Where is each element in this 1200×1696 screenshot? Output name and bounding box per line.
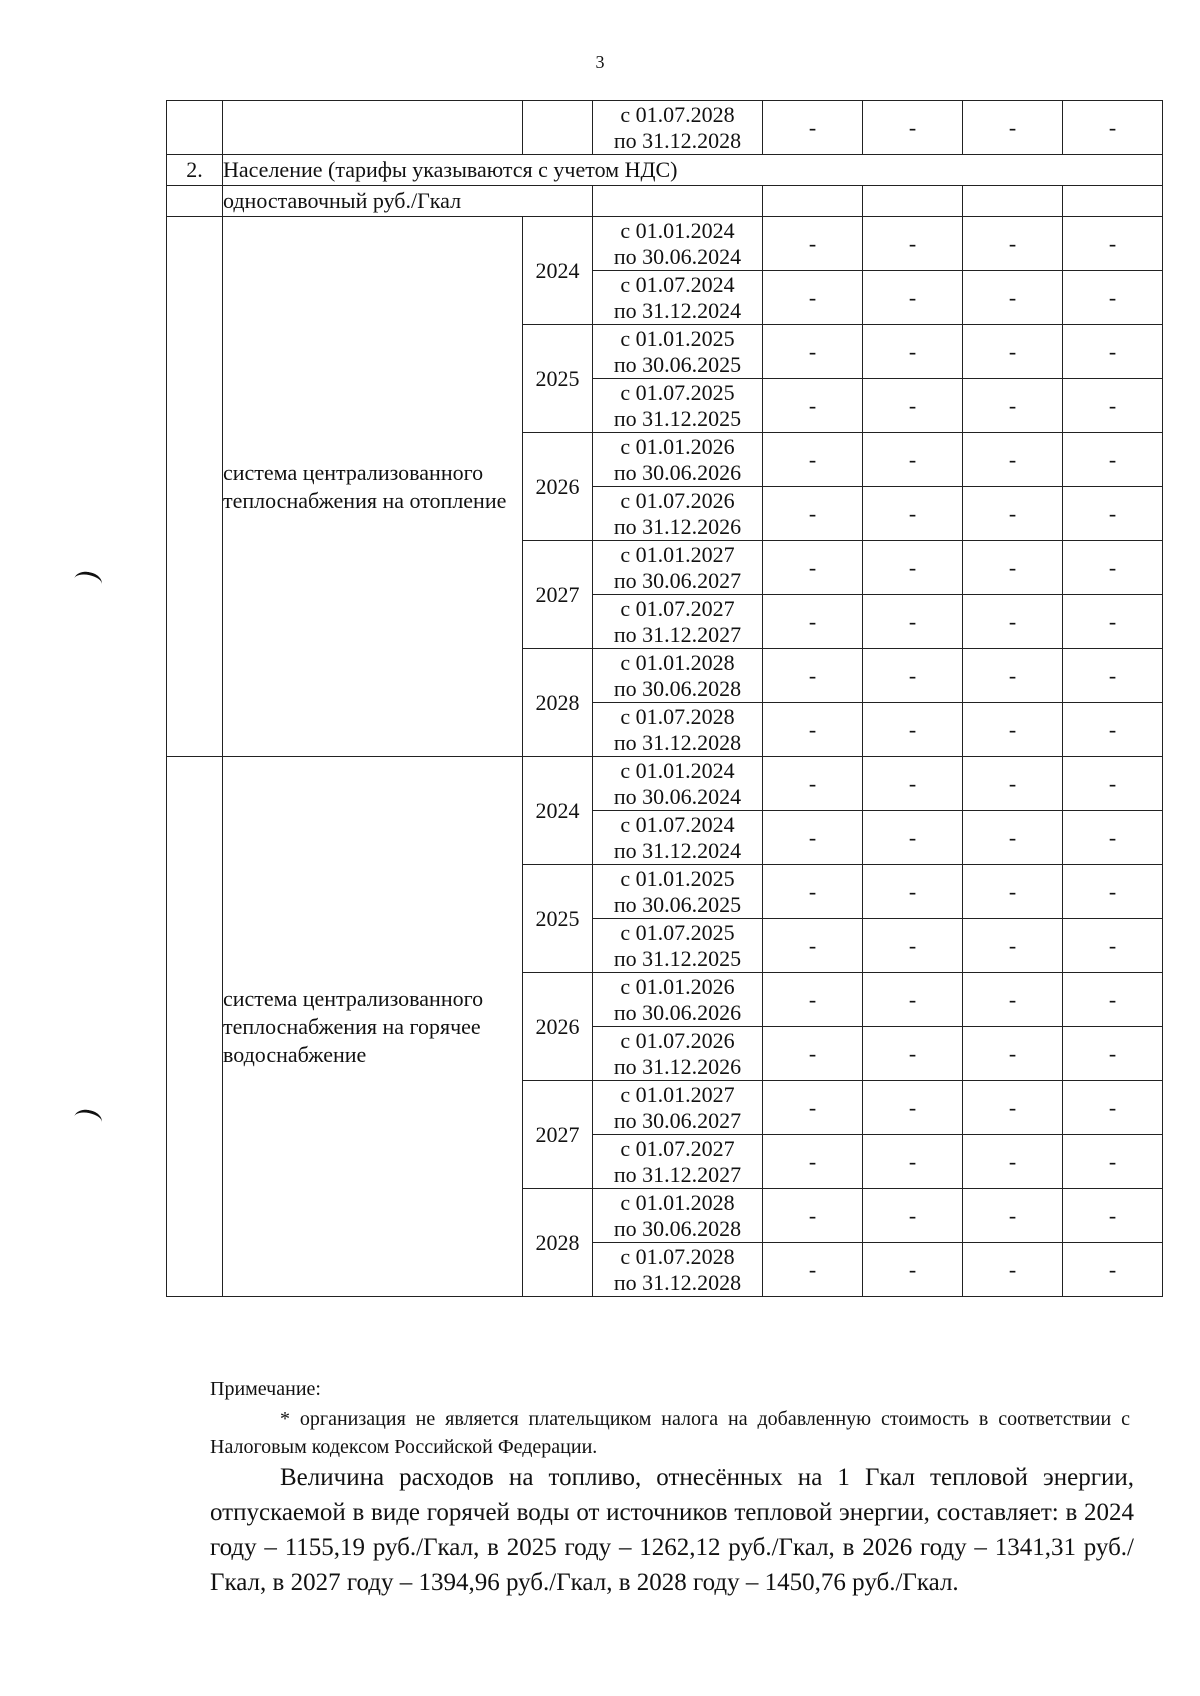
value-cell: - bbox=[863, 487, 963, 541]
value-cell: - bbox=[1063, 1243, 1163, 1297]
value-cell: - bbox=[763, 811, 863, 865]
value-cell: - bbox=[1063, 1081, 1163, 1135]
punch-hole-mark bbox=[72, 1107, 103, 1131]
value-cell: - bbox=[963, 217, 1063, 271]
period-cell bbox=[593, 271, 763, 325]
page-number: 3 bbox=[595, 52, 605, 72]
section-number: 2. bbox=[167, 155, 223, 186]
period-cell bbox=[593, 865, 763, 919]
period-cell bbox=[593, 757, 763, 811]
note-text: * организация не является плательщиком налога на добавленную стоимость в соответствии с Налоговым кодексом Российской Федерации. bbox=[210, 1408, 1130, 1458]
period-cell bbox=[593, 1243, 763, 1297]
value-cell: - bbox=[863, 973, 963, 1027]
value-cell: - bbox=[1063, 919, 1163, 973]
period-from: с 01.07.2024 bbox=[620, 811, 735, 837]
value-cell: - bbox=[963, 757, 1063, 811]
table-row bbox=[167, 757, 1163, 811]
period-from: с 01.07.2028 bbox=[620, 703, 735, 729]
value-cell: - bbox=[763, 433, 863, 487]
value-cell: - bbox=[963, 325, 1063, 379]
note-heading: Примечание: bbox=[210, 1378, 321, 1400]
value-cell: - bbox=[863, 1243, 963, 1297]
tariff-table bbox=[166, 100, 1163, 1297]
tariff-type-row bbox=[167, 186, 1163, 217]
period-from: с 01.07.2025 bbox=[620, 919, 735, 945]
year-cell: 2028 bbox=[523, 649, 593, 757]
value-cell: - bbox=[863, 865, 963, 919]
year-cell: 2028 bbox=[523, 1189, 593, 1297]
value-cell: - bbox=[863, 1135, 963, 1189]
value-cell: - bbox=[963, 1135, 1063, 1189]
value-cell: - bbox=[763, 703, 863, 757]
row-number-cell bbox=[167, 757, 223, 1297]
value-cell: - bbox=[1063, 865, 1163, 919]
period-cell bbox=[593, 325, 763, 379]
period-to: по 31.12.2027 bbox=[613, 1161, 742, 1187]
period-cell bbox=[593, 595, 763, 649]
period-cell bbox=[593, 487, 763, 541]
period-from: с 01.01.2024 bbox=[620, 757, 735, 783]
value-cell: - bbox=[763, 865, 863, 919]
period-to: по 30.06.2027 bbox=[613, 567, 742, 593]
value-cell: - bbox=[863, 101, 963, 155]
period-to: по 30.06.2025 bbox=[613, 351, 742, 377]
period-cell bbox=[593, 1081, 763, 1135]
value-cell: - bbox=[963, 101, 1063, 155]
year-cell: 2027 bbox=[523, 1081, 593, 1189]
period-to: по 30.06.2027 bbox=[613, 1107, 742, 1133]
value-cell: - bbox=[763, 541, 863, 595]
period-to: по 31.12.2028 bbox=[613, 1269, 742, 1295]
year-cell: 2025 bbox=[523, 325, 593, 433]
value-cell: - bbox=[863, 757, 963, 811]
value-cell: - bbox=[1063, 649, 1163, 703]
value-cell: - bbox=[1063, 271, 1163, 325]
value-cell: - bbox=[763, 101, 863, 155]
value-cell: - bbox=[763, 1081, 863, 1135]
period-from: с 01.01.2026 bbox=[620, 973, 735, 999]
value-cell: - bbox=[963, 919, 1063, 973]
value-cell: - bbox=[963, 1243, 1063, 1297]
period-to: по 31.12.2024 bbox=[613, 297, 742, 323]
period-to: по 30.06.2025 bbox=[613, 891, 742, 917]
value-cell: - bbox=[1063, 433, 1163, 487]
period-cell bbox=[593, 217, 763, 271]
period-from: с 01.07.2026 bbox=[620, 487, 735, 513]
value-cell: - bbox=[1063, 541, 1163, 595]
value-cell: - bbox=[763, 595, 863, 649]
period-from: с 01.07.2024 bbox=[620, 271, 735, 297]
value-cell: - bbox=[1063, 703, 1163, 757]
period-cell bbox=[593, 433, 763, 487]
value-cell: - bbox=[1063, 101, 1163, 155]
value-cell: - bbox=[963, 973, 1063, 1027]
period-cell bbox=[593, 919, 763, 973]
value-cell: - bbox=[763, 217, 863, 271]
year-cell: 2025 bbox=[523, 865, 593, 973]
row-number-cell bbox=[167, 101, 223, 155]
year-cell: 2026 bbox=[523, 973, 593, 1081]
period-from: с 01.01.2028 bbox=[620, 1189, 735, 1215]
value-cell: - bbox=[963, 811, 1063, 865]
value-cell: - bbox=[963, 433, 1063, 487]
value-cell: - bbox=[763, 1243, 863, 1297]
value-cell: - bbox=[863, 811, 963, 865]
period-from: с 01.07.2026 bbox=[620, 1027, 735, 1053]
value-cell bbox=[763, 186, 863, 217]
period-to: по 31.12.2027 bbox=[613, 621, 742, 647]
period-cell bbox=[593, 1189, 763, 1243]
period-cell bbox=[593, 703, 763, 757]
value-cell: - bbox=[1063, 325, 1163, 379]
value-cell: - bbox=[1063, 217, 1163, 271]
value-cell: - bbox=[1063, 595, 1163, 649]
value-cell: - bbox=[963, 487, 1063, 541]
value-cell: - bbox=[963, 541, 1063, 595]
value-cell: - bbox=[763, 649, 863, 703]
value-cell: - bbox=[863, 541, 963, 595]
value-cell: - bbox=[963, 379, 1063, 433]
value-cell: - bbox=[863, 433, 963, 487]
value-cell: - bbox=[1063, 973, 1163, 1027]
period-from: с 01.01.2027 bbox=[620, 1081, 735, 1107]
value-cell: - bbox=[1063, 811, 1163, 865]
value-cell: - bbox=[863, 1027, 963, 1081]
year-cell: 2026 bbox=[523, 433, 593, 541]
name-cell bbox=[223, 101, 523, 155]
system-name: система централизованного теплоснабжения на горячее водоснабжение bbox=[223, 757, 523, 1297]
period-cell bbox=[593, 186, 763, 217]
section-row bbox=[167, 155, 1163, 186]
value-cell: - bbox=[763, 973, 863, 1027]
value-cell: - bbox=[963, 649, 1063, 703]
value-cell: - bbox=[863, 595, 963, 649]
period-from: с 01.07.2027 bbox=[620, 595, 735, 621]
period-to: по 30.06.2024 bbox=[613, 783, 742, 809]
system-name: система централизованного теплоснабжения на отопление bbox=[223, 217, 523, 757]
value-cell bbox=[863, 186, 963, 217]
period-from: с 01.07.2028 bbox=[620, 1243, 735, 1269]
period-to: по 30.06.2028 bbox=[613, 1215, 742, 1241]
period-from: с 01.01.2025 bbox=[620, 325, 735, 351]
value-cell: - bbox=[863, 1189, 963, 1243]
punch-hole-mark bbox=[72, 569, 103, 593]
period-cell bbox=[593, 541, 763, 595]
period-to: по 31.12.2026 bbox=[613, 1053, 742, 1079]
value-cell: - bbox=[863, 217, 963, 271]
period-cell bbox=[593, 1027, 763, 1081]
section-title: Население (тарифы указываются с учетом НДС) bbox=[223, 155, 1163, 186]
period-to: по 31.12.2025 bbox=[613, 405, 742, 431]
value-cell: - bbox=[863, 271, 963, 325]
value-cell: - bbox=[963, 271, 1063, 325]
year-cell bbox=[523, 101, 593, 155]
value-cell: - bbox=[1063, 379, 1163, 433]
period-to: по 30.06.2024 bbox=[613, 243, 742, 269]
period-cell bbox=[593, 973, 763, 1027]
period-to: по 31.12.2028 bbox=[613, 127, 742, 153]
period-cell bbox=[593, 101, 763, 155]
period-from: с 01.07.2028 bbox=[620, 101, 735, 127]
value-cell: - bbox=[763, 271, 863, 325]
value-cell: - bbox=[1063, 757, 1163, 811]
value-cell bbox=[963, 186, 1063, 217]
value-cell: - bbox=[963, 595, 1063, 649]
period-cell bbox=[593, 649, 763, 703]
period-from: с 01.01.2027 bbox=[620, 541, 735, 567]
value-cell: - bbox=[763, 1027, 863, 1081]
table-row bbox=[167, 101, 1163, 155]
value-cell: - bbox=[963, 703, 1063, 757]
value-cell: - bbox=[1063, 487, 1163, 541]
period-from: с 01.01.2024 bbox=[620, 217, 735, 243]
year-cell: 2027 bbox=[523, 541, 593, 649]
value-cell: - bbox=[863, 703, 963, 757]
value-cell: - bbox=[863, 325, 963, 379]
period-to: по 30.06.2026 bbox=[613, 459, 742, 485]
fuel-cost-paragraph: Величина расходов на топливо, отнесённых на 1 Гкал тепловой энергии, отпускаемой в виде горячей воды от источников тепловой энергии, составляет: в 2024 году – 1155,19 руб./Гкал, в 2025 году – 1262,12 руб./Гкал, в 2026 году – 1341,31 руб./Гкал, в 2027 году – 1394,96 руб./Гкал, в 2028 году – 1450,76 руб./Гкал. bbox=[210, 1464, 1134, 1596]
value-cell: - bbox=[763, 379, 863, 433]
value-cell: - bbox=[763, 757, 863, 811]
period-to: по 31.12.2024 bbox=[613, 837, 742, 863]
year-cell: 2024 bbox=[523, 217, 593, 325]
period-from: с 01.07.2025 bbox=[620, 379, 735, 405]
year-cell: 2024 bbox=[523, 757, 593, 865]
tariff-type: одноставочный руб./Гкал bbox=[223, 186, 593, 217]
period-from: с 01.01.2028 bbox=[620, 649, 735, 675]
value-cell: - bbox=[863, 1081, 963, 1135]
value-cell: - bbox=[863, 379, 963, 433]
period-cell bbox=[593, 811, 763, 865]
value-cell: - bbox=[763, 325, 863, 379]
value-cell: - bbox=[1063, 1189, 1163, 1243]
value-cell: - bbox=[1063, 1027, 1163, 1081]
value-cell bbox=[1063, 186, 1163, 217]
period-to: по 30.06.2026 bbox=[613, 999, 742, 1025]
value-cell: - bbox=[1063, 1135, 1163, 1189]
table-row bbox=[167, 217, 1163, 271]
value-cell: - bbox=[963, 1027, 1063, 1081]
row-number-cell bbox=[167, 186, 223, 217]
value-cell: - bbox=[863, 919, 963, 973]
period-cell bbox=[593, 1135, 763, 1189]
period-to: по 31.12.2025 bbox=[613, 945, 742, 971]
value-cell: - bbox=[963, 865, 1063, 919]
value-cell: - bbox=[763, 1189, 863, 1243]
period-cell bbox=[593, 379, 763, 433]
value-cell: - bbox=[963, 1189, 1063, 1243]
value-cell: - bbox=[763, 487, 863, 541]
value-cell: - bbox=[863, 649, 963, 703]
period-from: с 01.01.2026 bbox=[620, 433, 735, 459]
period-from: с 01.01.2025 bbox=[620, 865, 735, 891]
period-from: с 01.07.2027 bbox=[620, 1135, 735, 1161]
period-to: по 31.12.2026 bbox=[613, 513, 742, 539]
period-to: по 30.06.2028 bbox=[613, 675, 742, 701]
period-to: по 31.12.2028 bbox=[613, 729, 742, 755]
value-cell: - bbox=[763, 1135, 863, 1189]
row-number-cell bbox=[167, 217, 223, 757]
value-cell: - bbox=[763, 919, 863, 973]
value-cell: - bbox=[963, 1081, 1063, 1135]
